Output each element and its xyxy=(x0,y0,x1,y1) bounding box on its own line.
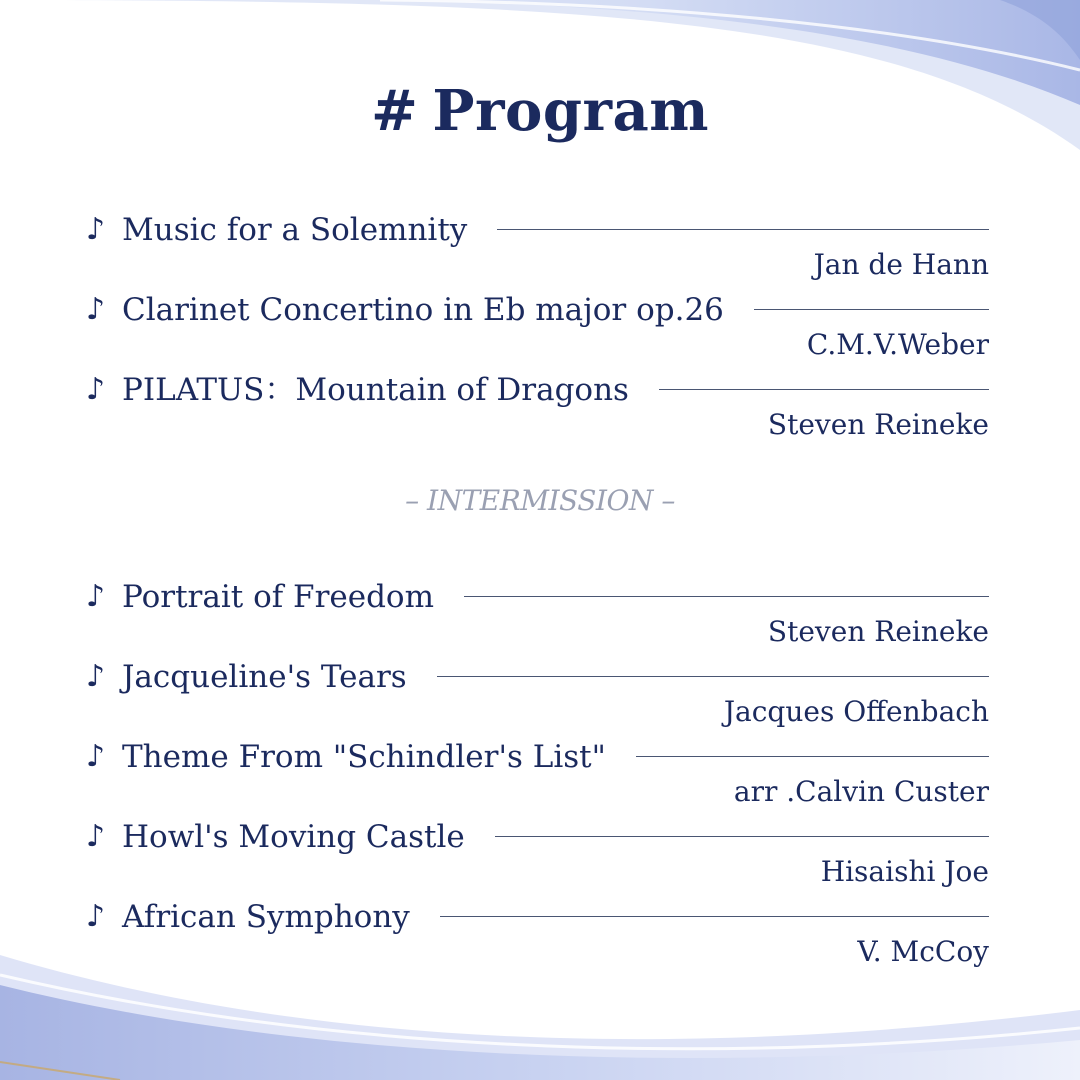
composer-name: Steven Reineke xyxy=(767,615,989,648)
divider-line xyxy=(659,389,989,390)
program-item xyxy=(86,369,989,445)
piece-title: Music for a Solemnity xyxy=(122,211,468,248)
program-item xyxy=(86,576,989,652)
piece-title: PILATUS：Mountain of Dragons xyxy=(122,371,629,408)
piece-title: Jacqueline's Tears xyxy=(122,658,407,695)
music-note-icon: ♪ xyxy=(86,212,106,247)
composer-name: Hisaishi Joe xyxy=(820,855,989,888)
title-text: Program xyxy=(432,78,710,144)
music-note-icon: ♪ xyxy=(86,579,106,614)
program-item xyxy=(86,896,989,972)
music-note-icon: ♪ xyxy=(86,372,106,407)
music-note-icon: ♪ xyxy=(86,659,106,694)
divider-line xyxy=(437,676,989,677)
program-item xyxy=(86,289,989,365)
composer-name: Steven Reineke xyxy=(767,408,989,441)
divider-line xyxy=(497,229,989,230)
piece-title: Howl's Moving Castle xyxy=(122,818,465,855)
composer-name: arr .Calvin Custer xyxy=(733,775,989,808)
divider-line xyxy=(440,916,989,917)
program-item xyxy=(86,816,989,892)
divider-line xyxy=(464,596,989,597)
divider-line xyxy=(495,836,989,837)
program-item xyxy=(86,736,989,812)
music-note-icon: ♪ xyxy=(86,819,106,854)
program-item xyxy=(86,656,989,732)
piece-title: African Symphony xyxy=(122,898,410,935)
divider-line xyxy=(754,309,989,310)
composer-name: Jan de Hann xyxy=(813,248,989,281)
piece-title: Clarinet Concertino in Eb major op.26 xyxy=(122,291,724,328)
divider-line xyxy=(636,756,989,757)
hash-mark: # xyxy=(370,78,419,144)
piece-title: Theme From "Schindler's List" xyxy=(122,738,606,775)
composer-name: C.M.V.Weber xyxy=(806,328,989,361)
program-item xyxy=(86,209,989,285)
composer-name: V. McCoy xyxy=(857,935,989,968)
page-title xyxy=(0,78,1080,144)
music-note-icon: ♪ xyxy=(86,292,106,327)
composer-name: Jacques Offenbach xyxy=(723,695,989,728)
music-note-icon: ♪ xyxy=(86,899,106,934)
music-note-icon: ♪ xyxy=(86,739,106,774)
piece-title: Portrait of Freedom xyxy=(122,578,434,615)
intermission-label: – INTERMISSION – xyxy=(405,484,675,517)
